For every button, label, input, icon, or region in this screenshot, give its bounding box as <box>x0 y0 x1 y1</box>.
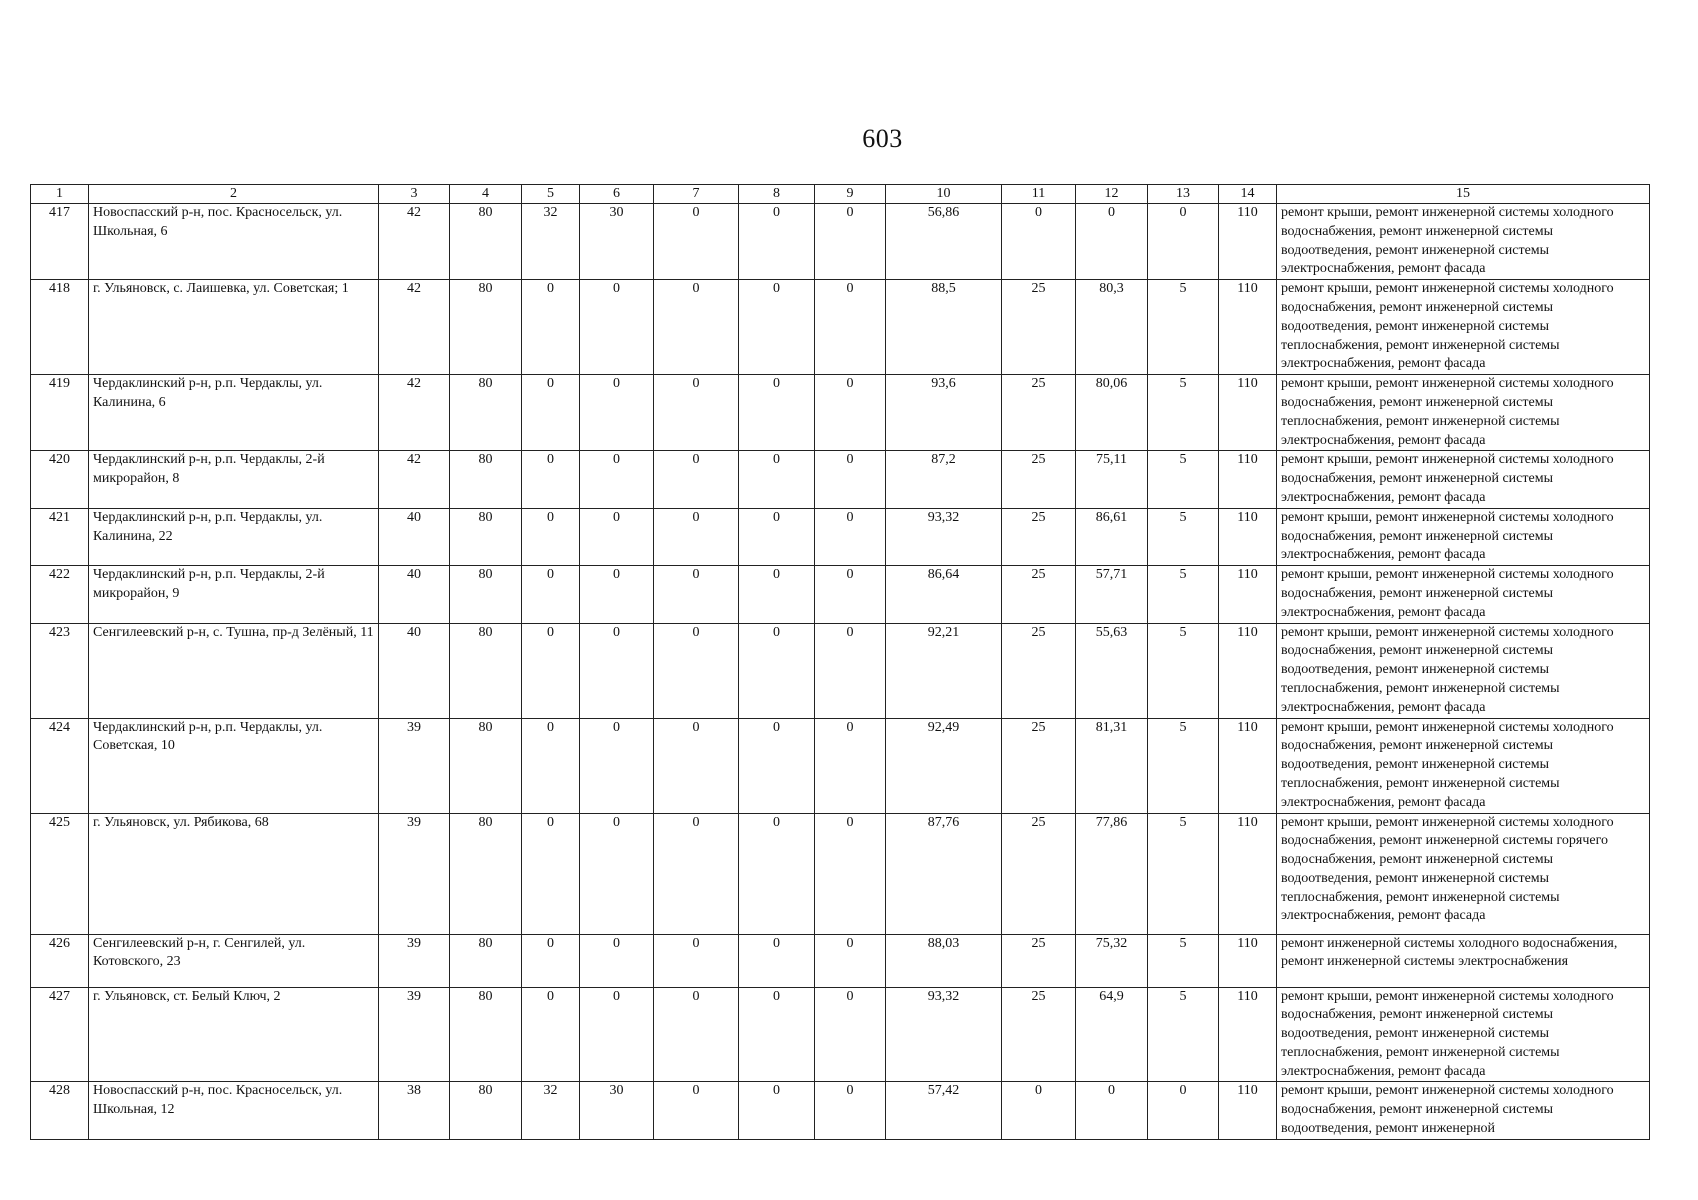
value-cell: 32 <box>522 204 580 280</box>
value-cell: 80 <box>450 623 522 718</box>
value-cell: 0 <box>739 934 815 987</box>
value-cell: 0 <box>654 451 739 508</box>
value-cell: 93,32 <box>886 987 1002 1082</box>
value-cell: 25 <box>1002 934 1076 987</box>
works-cell: ремонт крыши, ремонт инженерной системы холодного водоснабжения, ремонт инженерной системы водоотведения, ремонт инженерной системы теплоснабжения, ремонт инженерной системы электроснабжения, ремонт фасада <box>1277 623 1650 718</box>
works-cell: ремонт крыши, ремонт инженерной системы холодного водоснабжения, ремонт инженерной системы горячего водоснабжения, ремонт инженерной системы водоотведения, ремонт инженерной системы теплоснабжения, ремонт инженерной системы электроснабжения, ремонт фасада <box>1277 813 1650 934</box>
value-cell: 25 <box>1002 718 1076 813</box>
value-cell: 38 <box>379 1082 450 1139</box>
value-cell: 77,86 <box>1076 813 1148 934</box>
value-cell: 110 <box>1219 375 1277 451</box>
value-cell: 0 <box>739 623 815 718</box>
header-row <box>31 185 1650 204</box>
value-cell: 0 <box>815 934 886 987</box>
value-cell: 0 <box>654 987 739 1082</box>
value-cell: 0 <box>815 813 886 934</box>
value-cell: 0 <box>815 375 886 451</box>
value-cell: 0 <box>739 508 815 565</box>
value-cell: 110 <box>1219 623 1277 718</box>
value-cell: 25 <box>1002 451 1076 508</box>
row-number-cell: 422 <box>31 566 89 623</box>
value-cell: 55,63 <box>1076 623 1148 718</box>
value-cell: 110 <box>1219 508 1277 565</box>
row-number-cell: 426 <box>31 934 89 987</box>
column-header: 3 <box>379 185 450 204</box>
value-cell: 5 <box>1148 451 1219 508</box>
value-cell: 86,64 <box>886 566 1002 623</box>
table-row <box>31 375 1650 451</box>
address-cell: Новоспасский р-н, пос. Красносельск, ул. Школьная, 12 <box>89 1082 379 1139</box>
works-cell: ремонт крыши, ремонт инженерной системы холодного водоснабжения, ремонт инженерной системы водоотведения, ремонт инженерной системы теплоснабжения, ремонт инженерной системы электроснабжения, ремонт фасада <box>1277 280 1650 375</box>
value-cell: 32 <box>522 1082 580 1139</box>
table-row <box>31 566 1650 623</box>
value-cell: 80,3 <box>1076 280 1148 375</box>
works-cell: ремонт крыши, ремонт инженерной системы холодного водоснабжения, ремонт инженерной системы водоотведения, ремонт инженерной <box>1277 1082 1650 1139</box>
value-cell: 0 <box>739 813 815 934</box>
value-cell: 39 <box>379 813 450 934</box>
column-header: 2 <box>89 185 379 204</box>
row-number-cell: 427 <box>31 987 89 1082</box>
value-cell: 5 <box>1148 623 1219 718</box>
value-cell: 0 <box>815 451 886 508</box>
value-cell: 0 <box>815 623 886 718</box>
table-row <box>31 718 1650 813</box>
column-header: 14 <box>1219 185 1277 204</box>
row-number-cell: 424 <box>31 718 89 813</box>
value-cell: 0 <box>739 987 815 1082</box>
column-header: 1 <box>31 185 89 204</box>
value-cell: 80 <box>450 280 522 375</box>
column-header: 12 <box>1076 185 1148 204</box>
page-number: 603 <box>862 124 903 153</box>
value-cell: 0 <box>739 566 815 623</box>
value-cell: 0 <box>654 718 739 813</box>
value-cell: 75,32 <box>1076 934 1148 987</box>
value-cell: 5 <box>1148 987 1219 1082</box>
value-cell: 87,2 <box>886 451 1002 508</box>
value-cell: 0 <box>739 375 815 451</box>
row-number-cell: 417 <box>31 204 89 280</box>
value-cell: 40 <box>379 623 450 718</box>
address-cell: Чердаклинский р-н, р.п. Чердаклы, 2-й микрорайон, 8 <box>89 451 379 508</box>
value-cell: 0 <box>1148 1082 1219 1139</box>
value-cell: 0 <box>654 280 739 375</box>
value-cell: 0 <box>654 813 739 934</box>
value-cell: 0 <box>654 934 739 987</box>
value-cell: 25 <box>1002 508 1076 565</box>
table-row <box>31 813 1650 934</box>
value-cell: 30 <box>580 204 654 280</box>
value-cell: 5 <box>1148 280 1219 375</box>
value-cell: 110 <box>1219 813 1277 934</box>
value-cell: 0 <box>580 451 654 508</box>
value-cell: 80 <box>450 508 522 565</box>
value-cell: 0 <box>522 280 580 375</box>
value-cell: 0 <box>580 375 654 451</box>
value-cell: 110 <box>1219 718 1277 813</box>
value-cell: 25 <box>1002 280 1076 375</box>
table-row <box>31 451 1650 508</box>
value-cell: 0 <box>654 623 739 718</box>
value-cell: 0 <box>522 718 580 813</box>
table-row <box>31 623 1650 718</box>
value-cell: 0 <box>739 280 815 375</box>
table-body <box>31 204 1650 1140</box>
value-cell: 0 <box>815 566 886 623</box>
value-cell: 5 <box>1148 934 1219 987</box>
value-cell: 0 <box>815 987 886 1082</box>
value-cell: 25 <box>1002 813 1076 934</box>
works-cell: ремонт крыши, ремонт инженерной системы холодного водоснабжения, ремонт инженерной системы водоотведения, ремонт инженерной системы электроснабжения, ремонт фасада <box>1277 204 1650 280</box>
value-cell: 40 <box>379 566 450 623</box>
value-cell: 0 <box>580 623 654 718</box>
column-header: 10 <box>886 185 1002 204</box>
value-cell: 80 <box>450 566 522 623</box>
value-cell: 42 <box>379 375 450 451</box>
value-cell: 0 <box>654 508 739 565</box>
value-cell: 0 <box>522 813 580 934</box>
value-cell: 0 <box>654 1082 739 1139</box>
value-cell: 0 <box>815 718 886 813</box>
table-row <box>31 204 1650 280</box>
value-cell: 0 <box>522 987 580 1082</box>
works-cell: ремонт крыши, ремонт инженерной системы холодного водоснабжения, ремонт инженерной системы водоотведения, ремонт инженерной системы теплоснабжения, ремонт инженерной системы электроснабжения, ремонт фасада <box>1277 718 1650 813</box>
address-cell: г. Ульяновск, ст. Белый Ключ, 2 <box>89 987 379 1082</box>
row-number-cell: 418 <box>31 280 89 375</box>
row-number-cell: 428 <box>31 1082 89 1139</box>
value-cell: 0 <box>522 451 580 508</box>
value-cell: 110 <box>1219 987 1277 1082</box>
value-cell: 0 <box>522 508 580 565</box>
table-row <box>31 934 1650 987</box>
value-cell: 57,42 <box>886 1082 1002 1139</box>
value-cell: 42 <box>379 204 450 280</box>
address-cell: Чердаклинский р-н, р.п. Чердаклы, 2-й микрорайон, 9 <box>89 566 379 623</box>
value-cell: 75,11 <box>1076 451 1148 508</box>
column-header: 5 <box>522 185 580 204</box>
value-cell: 0 <box>580 987 654 1082</box>
value-cell: 0 <box>815 204 886 280</box>
value-cell: 92,21 <box>886 623 1002 718</box>
value-cell: 56,86 <box>886 204 1002 280</box>
value-cell: 110 <box>1219 566 1277 623</box>
value-cell: 5 <box>1148 566 1219 623</box>
value-cell: 80 <box>450 1082 522 1139</box>
value-cell: 39 <box>379 987 450 1082</box>
value-cell: 0 <box>739 718 815 813</box>
value-cell: 110 <box>1219 1082 1277 1139</box>
value-cell: 30 <box>580 1082 654 1139</box>
value-cell: 0 <box>654 375 739 451</box>
value-cell: 80 <box>450 934 522 987</box>
value-cell: 0 <box>739 1082 815 1139</box>
table-row <box>31 1082 1650 1139</box>
value-cell: 0 <box>522 375 580 451</box>
value-cell: 25 <box>1002 987 1076 1082</box>
table-row <box>31 508 1650 565</box>
column-header: 8 <box>739 185 815 204</box>
value-cell: 0 <box>1002 204 1076 280</box>
value-cell: 87,76 <box>886 813 1002 934</box>
works-cell: ремонт крыши, ремонт инженерной системы холодного водоснабжения, ремонт инженерной системы электроснабжения, ремонт фасада <box>1277 451 1650 508</box>
column-header: 4 <box>450 185 522 204</box>
value-cell: 0 <box>654 204 739 280</box>
column-header: 13 <box>1148 185 1219 204</box>
value-cell: 80 <box>450 451 522 508</box>
value-cell: 0 <box>815 1082 886 1139</box>
value-cell: 25 <box>1002 375 1076 451</box>
value-cell: 93,6 <box>886 375 1002 451</box>
value-cell: 93,32 <box>886 508 1002 565</box>
row-number-cell: 419 <box>31 375 89 451</box>
value-cell: 0 <box>654 566 739 623</box>
value-cell: 5 <box>1148 718 1219 813</box>
address-cell: Новоспасский р-н, пос. Красносельск, ул. Школьная, 6 <box>89 204 379 280</box>
value-cell: 5 <box>1148 813 1219 934</box>
value-cell: 110 <box>1219 934 1277 987</box>
value-cell: 5 <box>1148 508 1219 565</box>
works-cell: ремонт крыши, ремонт инженерной системы холодного водоснабжения, ремонт инженерной системы теплоснабжения, ремонт инженерной системы электроснабжения, ремонт фасада <box>1277 375 1650 451</box>
value-cell: 0 <box>815 280 886 375</box>
value-cell: 39 <box>379 718 450 813</box>
row-number-cell: 425 <box>31 813 89 934</box>
value-cell: 0 <box>815 508 886 565</box>
value-cell: 80 <box>450 204 522 280</box>
value-cell: 86,61 <box>1076 508 1148 565</box>
value-cell: 0 <box>1148 204 1219 280</box>
value-cell: 0 <box>580 934 654 987</box>
value-cell: 0 <box>580 280 654 375</box>
value-cell: 88,5 <box>886 280 1002 375</box>
value-cell: 25 <box>1002 623 1076 718</box>
value-cell: 0 <box>1076 204 1148 280</box>
value-cell: 80 <box>450 375 522 451</box>
value-cell: 0 <box>580 508 654 565</box>
value-cell: 110 <box>1219 204 1277 280</box>
value-cell: 80 <box>450 813 522 934</box>
address-cell: Сенгилеевский р-н, г. Сенгилей, ул. Котовского, 23 <box>89 934 379 987</box>
value-cell: 81,31 <box>1076 718 1148 813</box>
value-cell: 0 <box>522 623 580 718</box>
address-cell: Чердаклинский р-н, р.п. Чердаклы, ул. Калинина, 22 <box>89 508 379 565</box>
value-cell: 88,03 <box>886 934 1002 987</box>
value-cell: 110 <box>1219 280 1277 375</box>
repair-table <box>30 184 1650 1140</box>
value-cell: 0 <box>580 718 654 813</box>
column-header: 9 <box>815 185 886 204</box>
row-number-cell: 423 <box>31 623 89 718</box>
value-cell: 0 <box>739 451 815 508</box>
value-cell: 25 <box>1002 566 1076 623</box>
value-cell: 0 <box>739 204 815 280</box>
works-cell: ремонт крыши, ремонт инженерной системы холодного водоснабжения, ремонт инженерной системы электроснабжения, ремонт фасада <box>1277 508 1650 565</box>
value-cell: 0 <box>522 934 580 987</box>
table-row <box>31 280 1650 375</box>
address-cell: г. Ульяновск, с. Лаишевка, ул. Советская; 1 <box>89 280 379 375</box>
table-row <box>31 987 1650 1082</box>
value-cell: 80 <box>450 718 522 813</box>
value-cell: 0 <box>522 566 580 623</box>
value-cell: 40 <box>379 508 450 565</box>
value-cell: 5 <box>1148 375 1219 451</box>
row-number-cell: 420 <box>31 451 89 508</box>
value-cell: 92,49 <box>886 718 1002 813</box>
address-cell: Сенгилеевский р-н, с. Тушна, пр-д Зелёный, 11 <box>89 623 379 718</box>
column-header: 6 <box>580 185 654 204</box>
works-cell: ремонт крыши, ремонт инженерной системы холодного водоснабжения, ремонт инженерной системы электроснабжения, ремонт фасада <box>1277 566 1650 623</box>
value-cell: 42 <box>379 280 450 375</box>
column-header: 15 <box>1277 185 1650 204</box>
address-cell: г. Ульяновск, ул. Рябикова, 68 <box>89 813 379 934</box>
value-cell: 64,9 <box>1076 987 1148 1082</box>
value-cell: 0 <box>1076 1082 1148 1139</box>
column-header: 11 <box>1002 185 1076 204</box>
value-cell: 110 <box>1219 451 1277 508</box>
value-cell: 80 <box>450 987 522 1082</box>
value-cell: 0 <box>580 566 654 623</box>
value-cell: 0 <box>1002 1082 1076 1139</box>
value-cell: 57,71 <box>1076 566 1148 623</box>
value-cell: 0 <box>580 813 654 934</box>
value-cell: 42 <box>379 451 450 508</box>
address-cell: Чердаклинский р-н, р.п. Чердаклы, ул. Советская, 10 <box>89 718 379 813</box>
column-header: 7 <box>654 185 739 204</box>
address-cell: Чердаклинский р-н, р.п. Чердаклы, ул. Калинина, 6 <box>89 375 379 451</box>
value-cell: 39 <box>379 934 450 987</box>
works-cell: ремонт инженерной системы холодного водоснабжения, ремонт инженерной системы электроснабжения <box>1277 934 1650 987</box>
works-cell: ремонт крыши, ремонт инженерной системы холодного водоснабжения, ремонт инженерной системы водоотведения, ремонт инженерной системы теплоснабжения, ремонт инженерной системы электроснабжения, ремонт фасада <box>1277 987 1650 1082</box>
row-number-cell: 421 <box>31 508 89 565</box>
value-cell: 80,06 <box>1076 375 1148 451</box>
